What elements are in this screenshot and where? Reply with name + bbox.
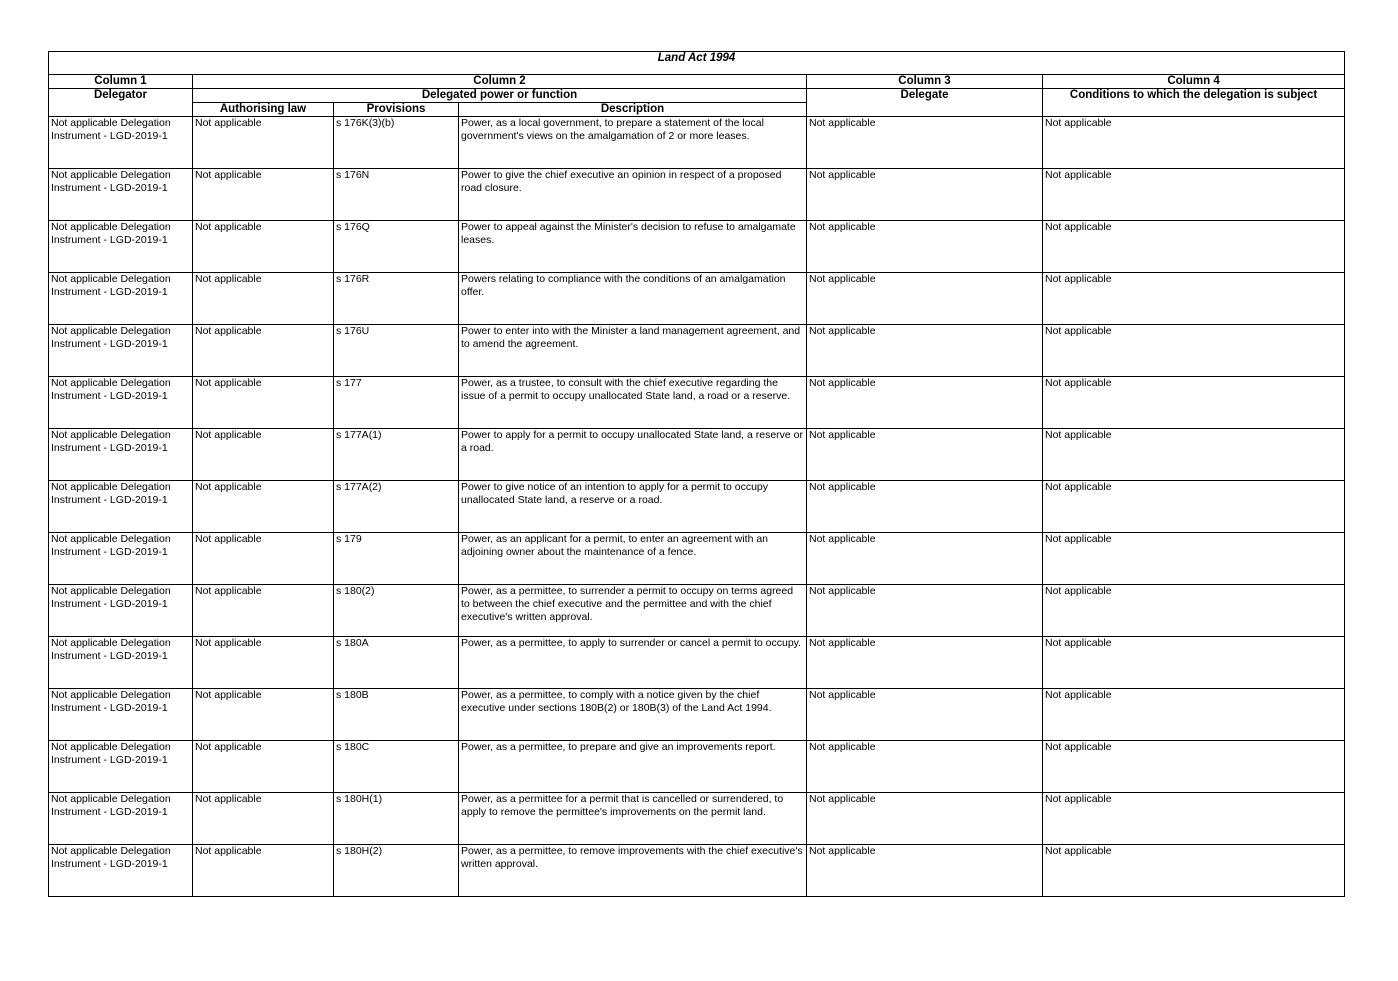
delegate-header: Delegate (807, 89, 1043, 117)
provision-cell: s 180H(2) (334, 845, 459, 897)
description-cell: Power to apply for a permit to occupy unallocated State land, a reserve or a road. (459, 429, 807, 481)
table-row (49, 429, 1345, 481)
conditions-cell: Not applicable (1043, 689, 1345, 741)
description-cell: Power, as a permittee, to comply with a notice given by the chief executive under sections 180B(2) or 180B(3) of the Land Act 1994. (459, 689, 807, 741)
delegate-cell: Not applicable (807, 377, 1043, 429)
provision-cell: s 180H(1) (334, 793, 459, 845)
description-cell: Power to enter into with the Minister a land management agreement, and to amend the agreement. (459, 325, 807, 377)
document-sheet (48, 51, 1344, 897)
delegator-cell: Not applicable Delegation Instrument - LGD-2019-1 (49, 637, 193, 689)
conditions-cell: Not applicable (1043, 169, 1345, 221)
delegate-cell: Not applicable (807, 793, 1043, 845)
description-cell: Power, as a permittee, to prepare and give an improvements report. (459, 741, 807, 793)
delegate-cell: Not applicable (807, 117, 1043, 169)
table-row (49, 273, 1345, 325)
authorising-law-cell: Not applicable (193, 429, 334, 481)
table-body (49, 117, 1345, 897)
provision-cell: s 180(2) (334, 585, 459, 637)
conditions-cell: Not applicable (1043, 117, 1345, 169)
authorising-law-cell: Not applicable (193, 741, 334, 793)
conditions-cell: Not applicable (1043, 325, 1345, 377)
delegate-cell: Not applicable (807, 689, 1043, 741)
description-cell: Power to appeal against the Minister's decision to refuse to amalgamate leases. (459, 221, 807, 273)
table-title: Land Act 1994 (49, 52, 1345, 75)
description-cell: Power, as a trustee, to consult with the chief executive regarding the issue of a permit to occupy unallocated State land, a road or a reserve. (459, 377, 807, 429)
delegator-cell: Not applicable Delegation Instrument - LGD-2019-1 (49, 325, 193, 377)
delegate-cell: Not applicable (807, 585, 1043, 637)
description-cell: Power, as a permittee, to remove improvements with the chief executive's written approval. (459, 845, 807, 897)
delegator-cell: Not applicable Delegation Instrument - LGD-2019-1 (49, 117, 193, 169)
conditions-cell: Not applicable (1043, 845, 1345, 897)
provision-cell: s 179 (334, 533, 459, 585)
authorising-law-cell: Not applicable (193, 793, 334, 845)
conditions-cell: Not applicable (1043, 221, 1345, 273)
provision-cell: s 176U (334, 325, 459, 377)
conditions-cell: Not applicable (1043, 585, 1345, 637)
authorising-law-cell: Not applicable (193, 325, 334, 377)
table-row (49, 169, 1345, 221)
description-cell: Power, as a permittee for a permit that is cancelled or surrendered, to apply to remove the permittee's improvements on the permit land. (459, 793, 807, 845)
description-cell: Powers relating to compliance with the conditions of an amalgamation offer. (459, 273, 807, 325)
provision-cell: s 176Q (334, 221, 459, 273)
column1-header: Column 1 (49, 75, 193, 89)
table-row (49, 845, 1345, 897)
authorising-law-cell: Not applicable (193, 221, 334, 273)
authorising-law-cell: Not applicable (193, 377, 334, 429)
description-cell: Power, as a local government, to prepare a statement of the local government's views on the amalgamation of 2 or more leases. (459, 117, 807, 169)
delegator-cell: Not applicable Delegation Instrument - LGD-2019-1 (49, 533, 193, 585)
conditions-cell: Not applicable (1043, 793, 1345, 845)
conditions-header: Conditions to which the delegation is subject (1043, 89, 1345, 117)
table-row (49, 481, 1345, 533)
column4-header: Column 4 (1043, 75, 1345, 89)
delegate-cell: Not applicable (807, 637, 1043, 689)
delegator-cell: Not applicable Delegation Instrument - LGD-2019-1 (49, 689, 193, 741)
delegate-cell: Not applicable (807, 429, 1043, 481)
provision-cell: s 177A(1) (334, 429, 459, 481)
authorising-law-header: Authorising law (193, 103, 334, 117)
conditions-cell: Not applicable (1043, 377, 1345, 429)
conditions-cell: Not applicable (1043, 273, 1345, 325)
provision-cell: s 176N (334, 169, 459, 221)
table-row (49, 585, 1345, 637)
conditions-cell: Not applicable (1043, 741, 1345, 793)
provision-cell: s 176R (334, 273, 459, 325)
delegator-cell: Not applicable Delegation Instrument - LGD-2019-1 (49, 429, 193, 481)
conditions-cell: Not applicable (1043, 533, 1345, 585)
delegator-cell: Not applicable Delegation Instrument - LGD-2019-1 (49, 845, 193, 897)
authorising-law-cell: Not applicable (193, 845, 334, 897)
column2-header: Column 2 (193, 75, 807, 89)
conditions-cell: Not applicable (1043, 429, 1345, 481)
delegation-table (48, 51, 1345, 897)
provision-cell: s 180A (334, 637, 459, 689)
provision-cell: s 177 (334, 377, 459, 429)
description-cell: Power, as a permittee, to surrender a permit to occupy on terms agreed to between the chief executive and the permittee and with the chief executive's written approval. (459, 585, 807, 637)
description-cell: Power to give the chief executive an opinion in respect of a proposed road closure. (459, 169, 807, 221)
delegate-cell: Not applicable (807, 741, 1043, 793)
table-row (49, 533, 1345, 585)
description-header: Description (459, 103, 807, 117)
provision-cell: s 180C (334, 741, 459, 793)
delegator-cell: Not applicable Delegation Instrument - LGD-2019-1 (49, 377, 193, 429)
provision-cell: s 177A(2) (334, 481, 459, 533)
delegate-cell: Not applicable (807, 481, 1043, 533)
delegator-cell: Not applicable Delegation Instrument - LGD-2019-1 (49, 481, 193, 533)
provisions-header: Provisions (334, 103, 459, 117)
description-cell: Power, as an applicant for a permit, to enter an agreement with an adjoining owner about the maintenance of a fence. (459, 533, 807, 585)
column3-header: Column 3 (807, 75, 1043, 89)
authorising-law-cell: Not applicable (193, 481, 334, 533)
authorising-law-cell: Not applicable (193, 117, 334, 169)
description-cell: Power to give notice of an intention to apply for a permit to occupy unallocated State land, a reserve or a road. (459, 481, 807, 533)
conditions-cell: Not applicable (1043, 481, 1345, 533)
authorising-law-cell: Not applicable (193, 273, 334, 325)
delegate-cell: Not applicable (807, 533, 1043, 585)
delegated-power-header: Delegated power or function (193, 89, 807, 103)
authorising-law-cell: Not applicable (193, 169, 334, 221)
table-row (49, 221, 1345, 273)
table-row (49, 325, 1345, 377)
delegator-cell: Not applicable Delegation Instrument - LGD-2019-1 (49, 793, 193, 845)
delegate-cell: Not applicable (807, 221, 1043, 273)
authorising-law-cell: Not applicable (193, 637, 334, 689)
delegator-cell: Not applicable Delegation Instrument - LGD-2019-1 (49, 221, 193, 273)
authorising-law-cell: Not applicable (193, 533, 334, 585)
table-row (49, 741, 1345, 793)
description-cell: Power, as a permittee, to apply to surrender or cancel a permit to occupy. (459, 637, 807, 689)
delegator-cell: Not applicable Delegation Instrument - LGD-2019-1 (49, 169, 193, 221)
delegator-cell: Not applicable Delegation Instrument - LGD-2019-1 (49, 585, 193, 637)
table-row (49, 689, 1345, 741)
delegate-cell: Not applicable (807, 169, 1043, 221)
table-row (49, 377, 1345, 429)
delegate-cell: Not applicable (807, 273, 1043, 325)
table-row (49, 793, 1345, 845)
provision-cell: s 176K(3)(b) (334, 117, 459, 169)
authorising-law-cell: Not applicable (193, 585, 334, 637)
delegate-cell: Not applicable (807, 325, 1043, 377)
delegator-header: Delegator (49, 89, 193, 117)
conditions-cell: Not applicable (1043, 637, 1345, 689)
authorising-law-cell: Not applicable (193, 689, 334, 741)
delegate-cell: Not applicable (807, 845, 1043, 897)
provision-cell: s 180B (334, 689, 459, 741)
delegator-cell: Not applicable Delegation Instrument - LGD-2019-1 (49, 741, 193, 793)
table-row (49, 117, 1345, 169)
delegator-cell: Not applicable Delegation Instrument - LGD-2019-1 (49, 273, 193, 325)
table-row (49, 637, 1345, 689)
